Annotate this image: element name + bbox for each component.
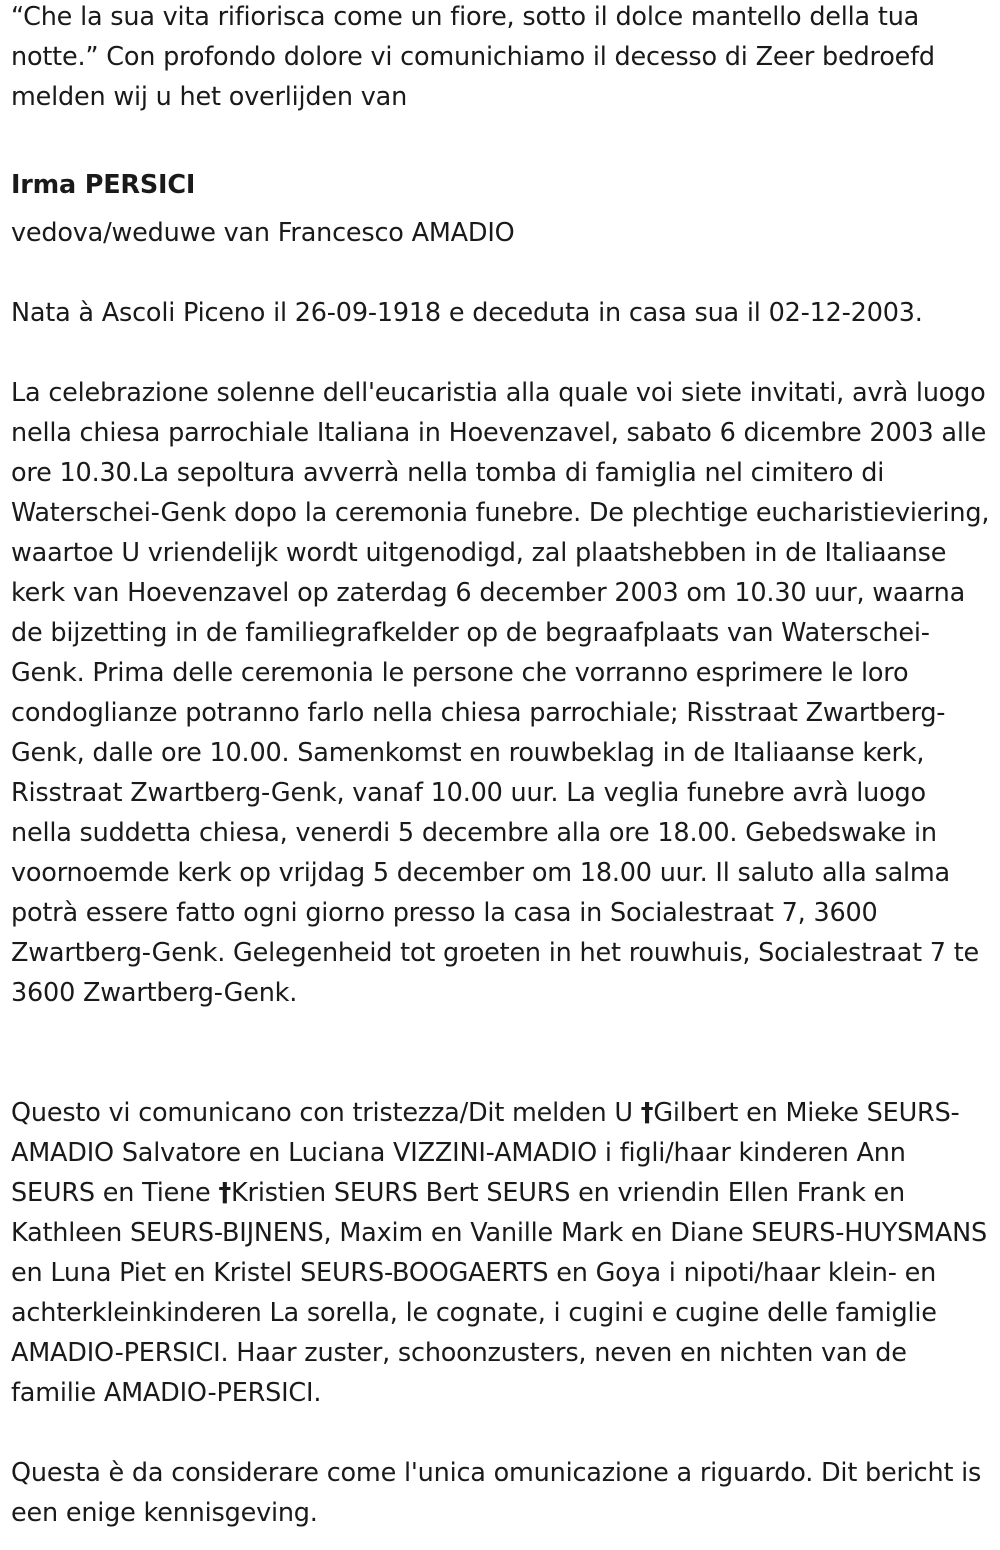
cross-icon: † [640, 1098, 654, 1128]
family-text-3: Kristien SEURS Bert SEURS en vriendin Ellen Frank en Kathleen SEURS-BIJNENS, Maxim en Vanille Mark en Diane SEURS-HUYSMANS en Luna Piet en Kristel SEURS-BOOGAERTS en Goya i nipoti/haar klein- en achterkleinkinderen La sorella, le cognate, i cugini e cugine delle famiglie AMADIO-PERSICI. Haar zuster, schoonzusters, neven en nichten van de familie AMADIO-PERSICI. [11, 1178, 987, 1408]
celebration-paragraph: La celebrazione solenne dell'eucaristia alla quale voi siete invitati, avrà luogo nella chiesa parrochiale Italiana in Hoevenzavel, sabato 6 dicembre 2003 alle ore 10.30.La sepoltura avverrà nella tomba di famiglia nel cimitero di Waterschei-Genk dopo la ceremonia funebre. De plechtige eucharistieviering, waartoe U vriendelijk wordt uitgenodigd, zal plaatshebben in de Italiaanse kerk van Hoevenzavel op zaterdag 6 december 2003 om 10.30 uur, waarna de bijzetting in de familiegrafkelder op de begraafplaats van Waterschei-Genk. Prima delle ceremonia le persone che vorranno esprimere le loro condoglianze potranno farlo nella chiesa parrochiale; Risstraat Zwartberg-Genk, dalle ore 10.00. Samenkomst en rouwbeklag in de Italiaanse kerk, Risstraat Zwartberg-Genk, vanaf 10.00 uur. La veglia funebre avrà luogo nella suddetta chiesa, venerdi 5 decembre alla ore 18.00. Gebedswake in voornoemde kerk op vrijdag 5 december om 18.00 uur. Il saluto alla salma potrà essere fatto ogni giorno presso la casa in Socialestraat 7, 3600 Zwartberg-Genk. Gelegenheid tot groeten in het rouwhuis, Socialestraat 7 te 3600 Zwartberg-Genk. [11, 378, 990, 1008]
cross-icon: † [218, 1178, 232, 1208]
notice-paragraph: Questa è da considerare come l'unica omunicazione a riguardo. Dit bericht is een enige kennisgeving. [11, 1458, 982, 1528]
family-text-1: Questo vi comunicano con tristezza/Dit melden U [11, 1098, 641, 1128]
widow-of-line: vedova/weduwe van Francesco AMADIO [11, 218, 515, 248]
deceased-name: Irma PERSICI [11, 170, 196, 200]
birth-death-line: Nata à Ascoli Piceno il 26-09-1918 e deceduta in casa sua il 02-12-2003. [11, 298, 923, 328]
intro-paragraph: “Che la sua vita rifiorisca come un fiore, sotto il dolce mantello della tua notte.” Con profondo dolore vi comunichiamo il decesso di Zeer bedroefd melden wij u het overlijden van [11, 2, 935, 112]
family-text-2: Gilbert en Mieke SEURS-AMADIO Salvatore en Luciana VIZZINI-AMADIO i figli/haar kinderen Ann SEURS en Tiene [11, 1098, 960, 1208]
family-paragraph [11, 1093, 991, 1413]
